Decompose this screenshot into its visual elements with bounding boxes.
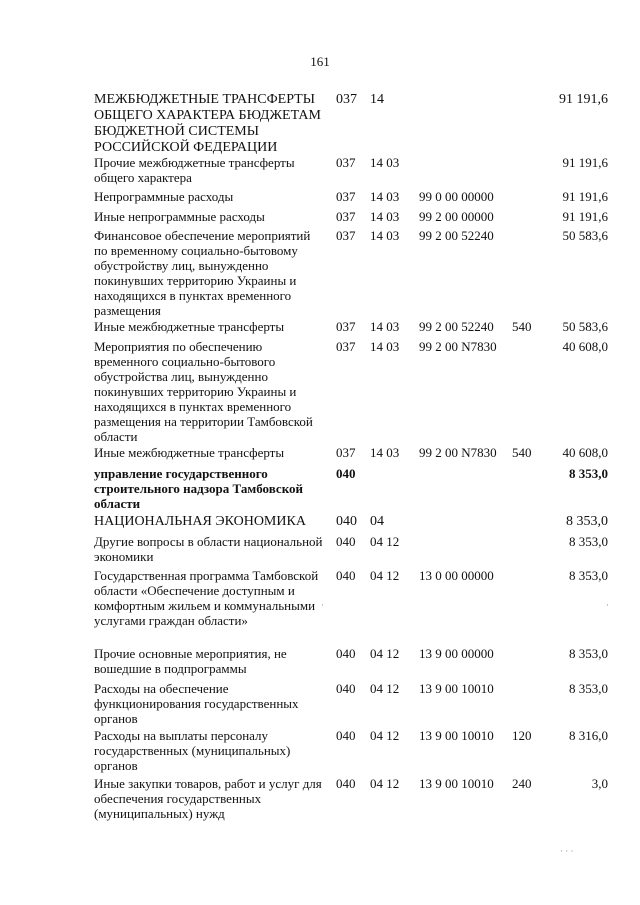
row-name: Иные закупки товаров, работ и услуг для обеспечения государственных (муниципальных) нужд — [94, 776, 322, 821]
row-name: Расходы на выплаты персоналу государственных (муниципальных) органов — [94, 728, 291, 773]
row-sum: 91 191,6 — [562, 209, 608, 224]
row-name: МЕЖБЮДЖЕТНЫЕ ТРАНСФЕРТЫ ОБЩЕГО ХАРАКТЕРА БЮДЖЕТАМ БЮДЖЕТНОЙ СИСТЕМЫ РОССИЙСКОЙ ФЕДЕРАЦИИ — [94, 92, 321, 155]
page-number: 161 — [310, 54, 330, 69]
row-ved: 040 — [336, 776, 356, 791]
row-csr: 13 9 00 10010 — [419, 776, 494, 791]
row-ved: 040 — [336, 728, 356, 743]
row-name: Прочие основные мероприятия, не вошедшие в подпрограммы — [94, 646, 287, 676]
scan-speck: · — [321, 600, 324, 610]
row-ved: 040 — [336, 466, 356, 481]
row-ved: 037 — [336, 209, 356, 224]
row-csr: 99 2 00 52240 — [419, 319, 494, 334]
row-name: управление государственного строительного надзора Тамбовской области — [94, 466, 303, 511]
row-ved: 037 — [336, 228, 356, 243]
scan-speck: · — [606, 600, 609, 610]
row-csr: 13 9 00 10010 — [419, 728, 494, 743]
row-rz: 14 03 — [370, 209, 400, 224]
scan-speck: · · · — [560, 846, 574, 856]
row-name: Непрограммные расходы — [94, 189, 234, 204]
row-sum: 50 583,6 — [562, 319, 608, 334]
row-ved: 037 — [336, 445, 356, 460]
row-rz: 04 12 — [370, 646, 400, 661]
row-vr: 540 — [512, 445, 532, 460]
row-sum: 8 353,0 — [569, 466, 608, 481]
row-sum: 91 191,6 — [559, 92, 608, 107]
row-name: Иные межбюджетные трансферты — [94, 445, 285, 460]
row-ved: 037 — [336, 155, 356, 170]
row-rz: 14 03 — [370, 228, 400, 243]
row-csr: 99 0 00 00000 — [419, 189, 494, 204]
row-rz: 04 12 — [370, 776, 400, 791]
row-ved: 040 — [336, 646, 356, 661]
row-name: Иные межбюджетные трансферты — [94, 319, 285, 334]
row-rz: 04 — [370, 514, 384, 529]
row-ved: 037 — [336, 189, 356, 204]
row-name: Иные непрограммные расходы — [94, 209, 265, 224]
row-name: Расходы на обеспечение функционирования государственных органов — [94, 681, 299, 726]
row-rz: 14 03 — [370, 445, 400, 460]
row-name: Государственная программа Тамбовской области «Обеспечение доступным и комфортным жильем и коммунальными услугами граждан области» — [94, 568, 319, 628]
row-csr: 13 9 00 00000 — [419, 646, 494, 661]
row-name: Мероприятия по обеспечению временного социально-бытового обустройства лиц, вынужденно покинувших территорию Украины и находящихся в пунктах временного размещения на территории Тамбовской области — [94, 339, 313, 444]
row-csr: 99 2 00 52240 — [419, 228, 494, 243]
row-name: Прочие межбюджетные трансферты общего характера — [94, 155, 295, 185]
row-ved: 037 — [336, 319, 356, 334]
row-name: НАЦИОНАЛЬНАЯ ЭКОНОМИКА — [94, 514, 306, 529]
row-name: Другие вопросы в области национальной экономики — [94, 534, 323, 564]
row-csr: 13 0 00 00000 — [419, 568, 494, 583]
row-csr: 99 2 00 N7830 — [419, 339, 497, 354]
row-ved: 040 — [336, 514, 357, 529]
row-sum: 8 353,0 — [566, 514, 608, 529]
row-sum: 91 191,6 — [562, 155, 608, 170]
row-sum: 50 583,6 — [562, 228, 608, 243]
row-name: Финансовое обеспечение мероприятий по временному социально-бытовому обустройству лиц, вынужденно покинувших территорию Украины и находящихся в пунктах временного размещения — [94, 228, 311, 318]
row-vr: 120 — [512, 728, 532, 743]
row-ved: 040 — [336, 681, 356, 696]
row-sum: 8 353,0 — [569, 568, 608, 583]
row-vr: 240 — [512, 776, 532, 791]
row-sum: 8 353,0 — [569, 534, 608, 549]
row-csr: 99 2 00 N7830 — [419, 445, 497, 460]
row-sum: 8 353,0 — [569, 681, 608, 696]
row-csr: 99 2 00 00000 — [419, 209, 494, 224]
row-ved: 037 — [336, 339, 356, 354]
row-rz: 04 12 — [370, 728, 400, 743]
row-rz: 04 12 — [370, 534, 400, 549]
row-rz: 14 03 — [370, 339, 400, 354]
row-sum: 8 353,0 — [569, 646, 608, 661]
row-sum: 91 191,6 — [562, 189, 608, 204]
row-sum: 40 608,0 — [562, 445, 608, 460]
row-sum: 3,0 — [591, 776, 608, 791]
row-sum: 40 608,0 — [562, 339, 608, 354]
row-rz: 14 03 — [370, 155, 400, 170]
row-rz: 04 12 — [370, 568, 400, 583]
row-sum: 8 316,0 — [569, 728, 608, 743]
row-csr: 13 9 00 10010 — [419, 681, 494, 696]
row-ved: 040 — [336, 534, 356, 549]
row-rz: 14 — [370, 92, 384, 107]
row-rz: 04 12 — [370, 681, 400, 696]
row-rz: 14 03 — [370, 319, 400, 334]
row-vr: 540 — [512, 319, 532, 334]
row-rz: 14 03 — [370, 189, 400, 204]
row-ved: 040 — [336, 568, 356, 583]
row-ved: 037 — [336, 92, 357, 107]
